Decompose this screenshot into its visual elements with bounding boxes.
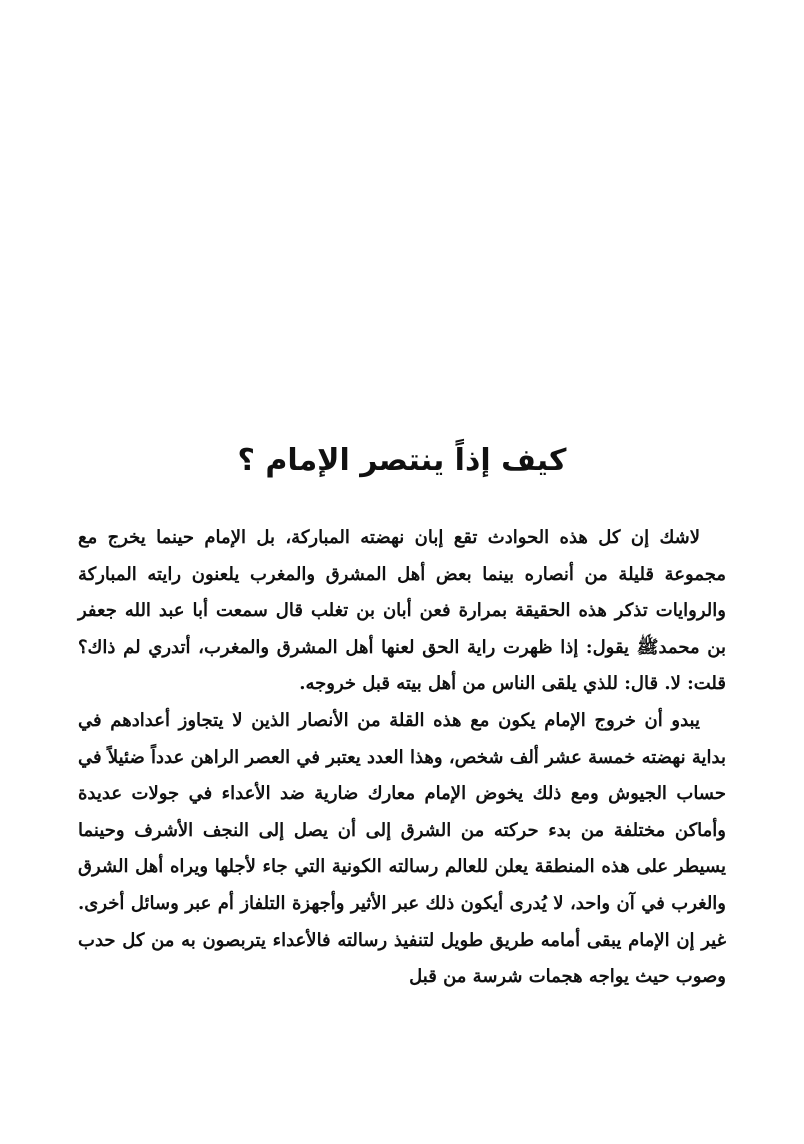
body-text — [78, 520, 726, 996]
paragraph-2: يبدو أن خروج الإمام يكون مع هذه القلة من الأنصار الذين لا يتجاوز أعدادهم في بداية نهضته خمسة عشر ألف شخص، وهذا العدد يعتبر في العصر الراهن عدداً ضئيلاً في حساب الجيوش ومع ذلك يخوض الإمام معارك ضارية ضد الأعداء في جولات عديدة وأماكن مختلفة من بدء حركته من الشرق إلى أن يصل إلى النجف الأشرف وحينما يسيطر على هذه المنطقة يعلن للعالم رسالته الكونية التي جاء لأجلها ويراه أهل الشرق والغرب في آن واحد، لا يُدرى أيكون ذلك عبر الأثير وأجهزة التلفاز أم عبر وسائل أخرى. غير إن الإمام يبقى أمامه طريق طويل لتنفيذ رسالته فالأعداء يتربصون به من كل حدب وصوب حيث يواجه هجمات شرسة من قبل — [78, 709, 726, 988]
paragraph-1: لاشك إن كل هذه الحوادث تقع إبان نهضته المباركة، بل الإمام حينما يخرج مع مجموعة قليلة من أنصاره بينما بعض أهل المشرق والمغرب يلعنون رايته المباركة والروايات تذكر هذه الحقيقة بمرارة فعن أبان بن تغلب قال سمعت أبا عبد الله جعفر بن محمدﷺ يقول: إذا ظهرت راية الحق لعنها أهل المشرق والمغرب، أتدري لم ذاك؟ قلت: لا. قال: للذي يلقى الناس من أهل بيته قبل خروجه. — [78, 527, 726, 695]
chapter-title: كيف إذاً ينتصر الإمام ؟ — [237, 443, 567, 478]
